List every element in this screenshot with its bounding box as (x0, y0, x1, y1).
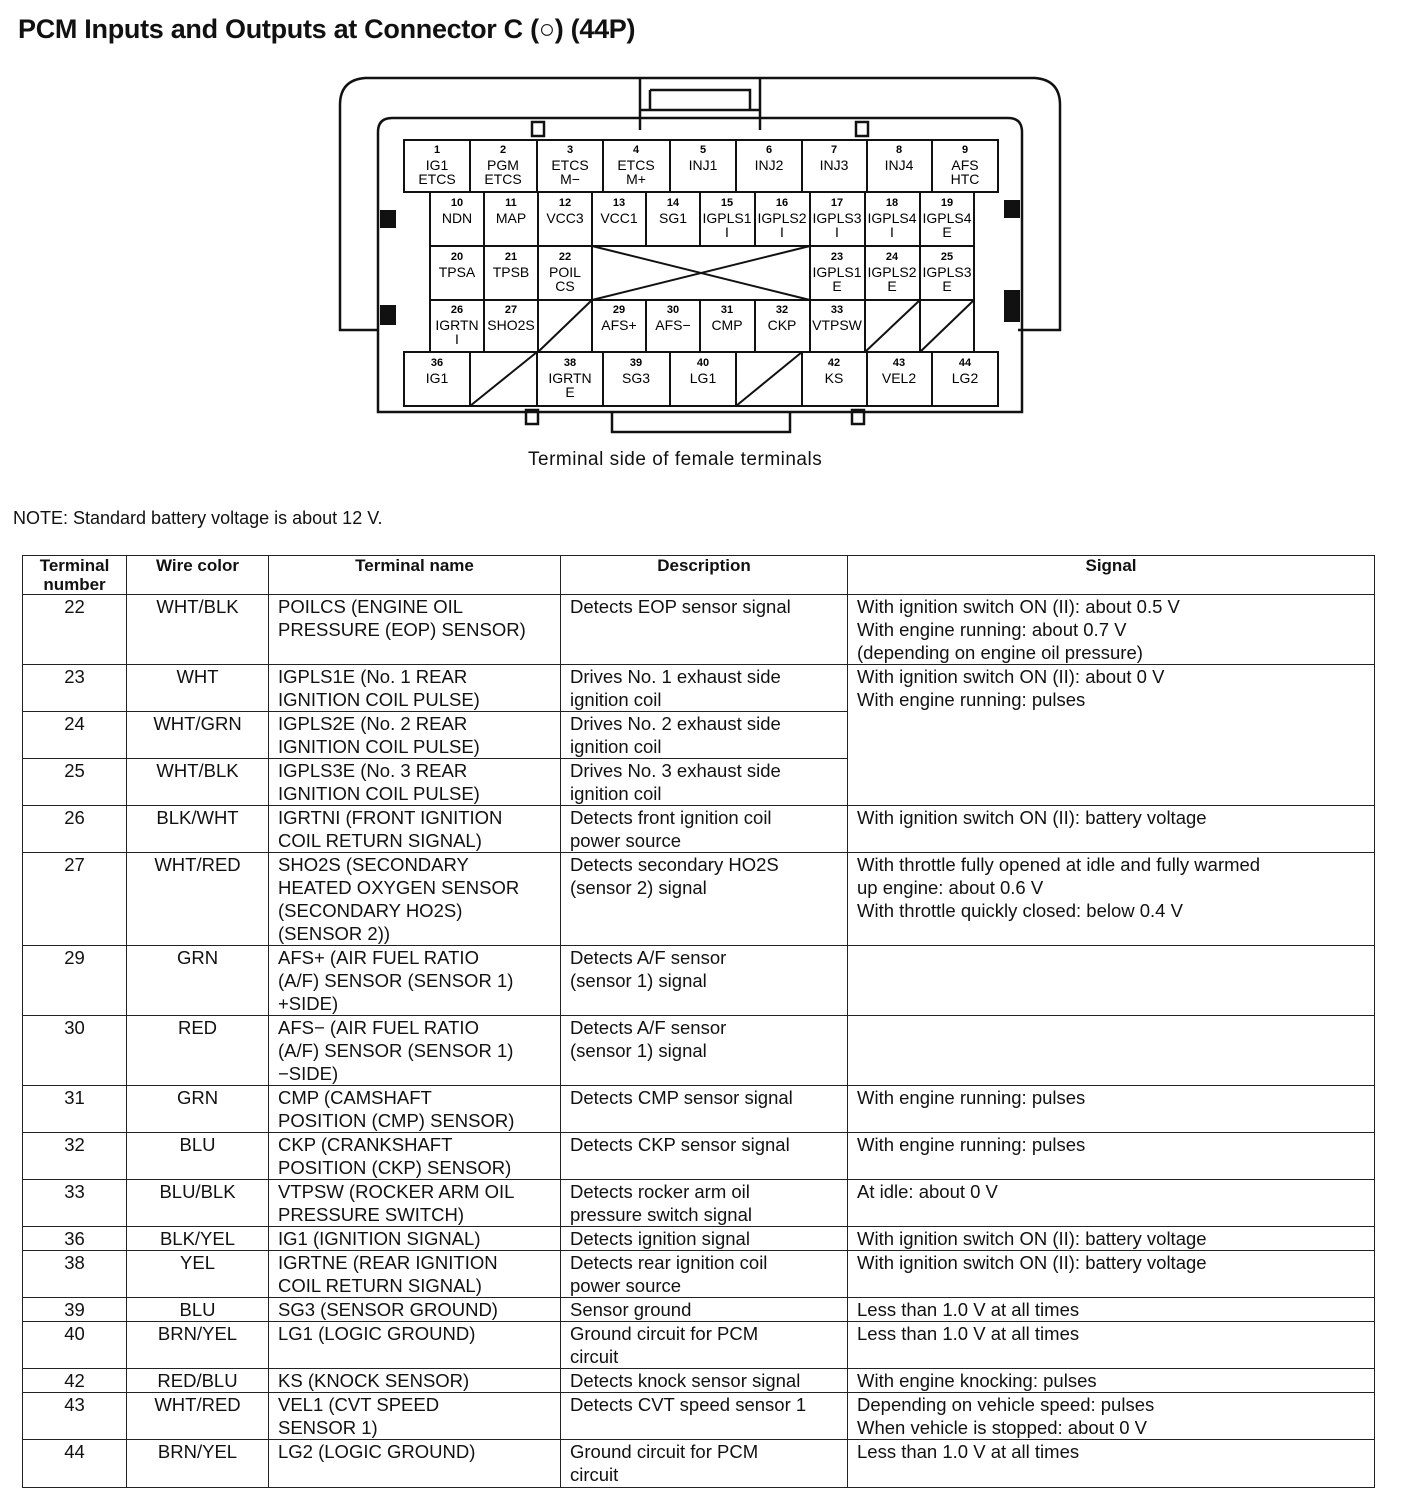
wire-color-cell: WHT/GRN (127, 712, 269, 759)
cavity-number: 2 (499, 144, 507, 156)
terminal-name-cell: AFS+ (AIR FUEL RATIO (A/F) SENSOR (SENSOR 1) +SIDE) (269, 946, 561, 1016)
cavity-label: SG1 (658, 210, 688, 226)
connector-cavity (867, 197, 916, 240)
wire-color-cell: WHT/BLK (127, 759, 269, 806)
description-cell: Drives No. 3 exhaust side ignition coil (561, 759, 848, 806)
cavity-number: 9 (961, 144, 969, 156)
description-cell: Detects A/F sensor (sensor 1) signal (561, 1016, 848, 1086)
table-row (23, 1322, 1375, 1369)
terminal-number-cell: 40 (23, 1322, 127, 1369)
signal-cell: With ignition switch ON (II): about 0.5 V With engine running: about 0.7 V (depending on engine oil pressure) (848, 595, 1375, 665)
terminal-number-cell: 26 (23, 806, 127, 853)
header-wire-color: Wire color (127, 556, 269, 595)
wire-color-cell: BRN/YEL (127, 1322, 269, 1369)
signal-cell: With ignition switch ON (II): battery voltage (848, 806, 1375, 853)
connector-cavity (617, 144, 654, 187)
table-row (23, 1393, 1375, 1440)
cavity-label: I (890, 224, 894, 240)
cavity-label: I (780, 224, 784, 240)
connector-cavity (768, 304, 797, 333)
signal-cell: Less than 1.0 V at all times (848, 1298, 1375, 1322)
connector-cavity (426, 357, 449, 386)
cavity-label: ETCS (551, 157, 589, 173)
terminal-number-cell: 42 (23, 1369, 127, 1393)
terminal-name-cell: VEL1 (CVT SPEED SENSOR 1) (269, 1393, 561, 1440)
cavity-label: INJ3 (819, 157, 849, 173)
wire-color-cell: YEL (127, 1251, 269, 1298)
cavity-label: IG1 (425, 370, 449, 386)
description-cell: Ground circuit for PCM circuit (561, 1322, 848, 1369)
cavity-label: I (725, 224, 729, 240)
wire-color-cell: BLU/BLK (127, 1180, 269, 1227)
connector-cavity (601, 304, 636, 333)
wire-color-cell: RED (127, 1016, 269, 1086)
cavity-label: E (942, 278, 952, 294)
wire-color-cell: BLK/WHT (127, 806, 269, 853)
description-cell: Detects CMP sensor signal (561, 1086, 848, 1133)
connector-cavity (622, 357, 650, 386)
connector-cavity (548, 357, 591, 400)
connector-cavity (418, 144, 455, 187)
cavity-number: 40 (696, 357, 710, 369)
table-row (23, 946, 1375, 1016)
wire-color-cell: WHT/BLK (127, 595, 269, 665)
cavity-label: AFS+ (601, 317, 637, 333)
cavity-label: I (835, 224, 839, 240)
cavity-label: IGPLS3 (922, 264, 972, 280)
cavity-number: 43 (892, 357, 906, 369)
cavity-label: NDN (441, 210, 473, 226)
cavity-label: IGPLS2 (867, 264, 917, 280)
terminal-number-cell: 22 (23, 595, 127, 665)
cavity-label: IGRTN (435, 317, 479, 333)
connector-cavity (659, 197, 687, 226)
cavity-label: AFS− (655, 317, 691, 333)
connector-cavity (711, 304, 742, 333)
wire-color-cell: BLU (127, 1298, 269, 1322)
connector-cavity (812, 304, 863, 333)
cavity-label: POIL (549, 264, 581, 280)
table-row (23, 853, 1375, 946)
cavity-number: 30 (666, 304, 680, 316)
description-cell: Ground circuit for PCM circuit (561, 1440, 848, 1488)
table-row (23, 1440, 1375, 1488)
cavity-label: KS (824, 370, 844, 386)
cavity-label: E (565, 384, 575, 400)
wire-color-cell: GRN (127, 946, 269, 1016)
signal-cell: With throttle fully opened at idle and fully warmed up engine: about 0.6 V With throttle quickly closed: below 0.4 V (848, 853, 1375, 946)
description-cell: Sensor ground (561, 1298, 848, 1322)
connector-cavity (867, 251, 916, 294)
terminal-name-cell: SHO2S (SECONDARY HEATED OXYGEN SENSOR (SECONDARY HO2S) (SENSOR 2)) (269, 853, 561, 946)
cavity-label: MAP (495, 210, 527, 226)
page-title: PCM Inputs and Outputs at Connector C (○) (44P) (18, 14, 636, 44)
cavity-label: I (455, 331, 459, 347)
terminal-name-cell: IGPLS1E (No. 1 REAR IGNITION COIL PULSE) (269, 665, 561, 712)
description-cell: Detects A/F sensor (sensor 1) signal (561, 946, 848, 1016)
cavity-number: 32 (775, 304, 789, 316)
table-row (23, 1016, 1375, 1086)
table-row (23, 1227, 1375, 1251)
cavity-number: 38 (563, 357, 577, 369)
terminal-name-cell: LG1 (LOGIC GROUND) (269, 1322, 561, 1369)
cavity-label: SG3 (621, 370, 651, 386)
signal-cell: Depending on vehicle speed: pulses When vehicle is stopped: about 0 V (848, 1393, 1375, 1440)
header-terminal-name: Terminal name (269, 556, 561, 595)
terminal-name-cell: IG1 (IGNITION SIGNAL) (269, 1227, 561, 1251)
signal-cell: With ignition switch ON (II): battery voltage (848, 1227, 1375, 1251)
description-cell: Drives No. 1 exhaust side ignition coil (561, 665, 848, 712)
table-header-row (23, 556, 1375, 595)
cavity-number: 4 (632, 144, 640, 156)
cavity-number: 11 (505, 197, 517, 209)
cavity-label: IGPLS1 (702, 210, 752, 226)
connector-cavity (689, 144, 718, 173)
cavity-number: 24 (885, 251, 899, 263)
cavity-number: 25 (940, 251, 954, 263)
terminal-number-cell: 31 (23, 1086, 127, 1133)
description-cell: Detects knock sensor signal (561, 1369, 848, 1393)
connector-cavity (812, 251, 861, 294)
note-text: NOTE: Standard battery voltage is about 12 V. (13, 508, 383, 528)
cavity-label: ETCS (418, 171, 456, 187)
cavity-label: AFS (951, 157, 979, 173)
cavity-label: CKP (767, 317, 797, 333)
table-row (23, 1180, 1375, 1227)
cavity-number: 21 (504, 251, 518, 263)
cavity-label: LG2 (951, 370, 979, 386)
cavity-label: VCC3 (546, 210, 584, 226)
cavity-label: INJ4 (884, 157, 914, 173)
connector-cavity (825, 357, 844, 386)
cavity-label: TPSB (492, 264, 530, 280)
table-row (23, 1133, 1375, 1180)
terminal-name-cell: LG2 (LOGIC GROUND) (269, 1440, 561, 1488)
terminal-number-cell: 32 (23, 1133, 127, 1180)
table-row (23, 1298, 1375, 1322)
connector-cavity (484, 144, 521, 187)
connector-cavity (690, 357, 717, 386)
header-terminal-number: Terminal number (23, 556, 127, 595)
connector-cavity (487, 304, 534, 333)
connector-cavity (435, 304, 478, 347)
cavity-number: 36 (430, 357, 444, 369)
connector-cavity (755, 144, 784, 173)
cavity-number: 23 (830, 251, 844, 263)
signal-cell: With engine running: pulses (848, 1133, 1375, 1180)
description-cell: Detects secondary HO2S (sensor 2) signal (561, 853, 848, 946)
terminal-number-cell: 30 (23, 1016, 127, 1086)
connector-cavity (922, 197, 971, 240)
terminal-name-cell: KS (KNOCK SENSOR) (269, 1369, 561, 1393)
connector-cavity (439, 251, 476, 280)
cavity-number: 15 (720, 197, 734, 209)
connector-cavity (885, 144, 914, 173)
terminal-number-cell: 29 (23, 946, 127, 1016)
signal-cell: With ignition switch ON (II): about 0 V With engine running: pulses (848, 665, 1375, 806)
cavity-number: 7 (830, 144, 838, 156)
cavity-number: 8 (895, 144, 903, 156)
terminal-number-cell: 36 (23, 1227, 127, 1251)
signal-cell: Less than 1.0 V at all times (848, 1440, 1375, 1488)
connector-cavity (551, 144, 588, 187)
cavity-number: 31 (720, 304, 734, 316)
connector-caption: Terminal side of female terminals (528, 449, 823, 470)
signal-cell: With engine running: pulses (848, 1086, 1375, 1133)
terminal-name-cell: CKP (CRANKSHAFT POSITION (CKP) SENSOR) (269, 1133, 561, 1180)
cavity-number: 22 (558, 251, 572, 263)
terminal-number-cell: 38 (23, 1251, 127, 1298)
cavity-label: INJ2 (754, 157, 784, 173)
signal-cell: With engine knocking: pulses (848, 1369, 1375, 1393)
cavity-number: 13 (612, 197, 626, 209)
wire-color-cell: WHT (127, 665, 269, 712)
cavity-label: ETCS (484, 171, 522, 187)
cavity-label: IGRTN (548, 370, 592, 386)
cavity-label: LG1 (689, 370, 717, 386)
cavity-label: M− (560, 171, 580, 187)
cavity-label: IGPLS4 (867, 210, 917, 226)
cavity-label: PGM (487, 157, 519, 173)
cavity-number: 26 (450, 304, 464, 316)
signal-cell (848, 946, 1375, 1016)
cavity-label: IGPLS2 (757, 210, 807, 226)
cavity-number: 10 (450, 197, 464, 209)
signal-cell: Less than 1.0 V at all times (848, 1322, 1375, 1369)
connector-cavity (655, 304, 690, 333)
terminal-name-cell: SG3 (SENSOR GROUND) (269, 1298, 561, 1322)
connector-cavity (442, 197, 472, 226)
connector-cavity (952, 357, 979, 386)
cavity-number: 14 (666, 197, 680, 209)
table-row (23, 1369, 1375, 1393)
terminal-number-cell: 25 (23, 759, 127, 806)
description-cell: Drives No. 2 exhaust side ignition coil (561, 712, 848, 759)
header-description: Description (561, 556, 848, 595)
table-body (23, 595, 1375, 1488)
wire-color-cell: BLU (127, 1133, 269, 1180)
terminal-number-cell: 24 (23, 712, 127, 759)
connector-cavity (922, 251, 971, 294)
terminal-name-cell: AFS− (AIR FUEL RATIO (A/F) SENSOR (SENSOR 1) −SIDE) (269, 1016, 561, 1086)
cavity-label: IGPLS3 (812, 210, 862, 226)
connector-cavity (493, 251, 530, 280)
cavity-number: 6 (765, 144, 773, 156)
description-cell: Detects CVT speed sensor 1 (561, 1393, 848, 1440)
description-cell: Detects CKP sensor signal (561, 1133, 848, 1180)
table-row (23, 1251, 1375, 1298)
wire-color-cell: WHT/RED (127, 1393, 269, 1440)
terminal-name-cell: IGPLS2E (No. 2 REAR IGNITION COIL PULSE) (269, 712, 561, 759)
terminal-number-cell: 33 (23, 1180, 127, 1227)
cavity-label: M+ (626, 171, 646, 187)
cavity-label: IGPLS1 (812, 264, 862, 280)
description-cell: Detects ignition signal (561, 1227, 848, 1251)
description-cell: Detects EOP sensor signal (561, 595, 848, 665)
cavity-number: 5 (699, 144, 707, 156)
cavity-number: 27 (504, 304, 518, 316)
cavity-label: IGPLS4 (922, 210, 972, 226)
connector-cavity (951, 144, 980, 187)
cavity-label: E (942, 224, 952, 240)
cavity-number: 33 (830, 304, 844, 316)
connector-diagram (330, 70, 1070, 460)
connector-cavity (882, 357, 916, 386)
connector-cavity (757, 197, 806, 240)
cavity-label: E (887, 278, 897, 294)
description-cell: Detects front ignition coil power source (561, 806, 848, 853)
connector-cavity (496, 197, 526, 226)
cavity-label: TPSA (438, 264, 476, 280)
terminal-number-cell: 23 (23, 665, 127, 712)
connector-cavity (820, 144, 849, 173)
description-cell: Detects rear ignition coil power source (561, 1251, 848, 1298)
cavity-label: CS (555, 278, 575, 294)
terminal-name-cell: IGPLS3E (No. 3 REAR IGNITION COIL PULSE) (269, 759, 561, 806)
connector-cavity (546, 197, 584, 226)
signal-cell: With ignition switch ON (II): battery voltage (848, 1251, 1375, 1298)
wire-color-cell: RED/BLU (127, 1369, 269, 1393)
terminal-number-cell: 27 (23, 853, 127, 946)
cavity-number: 12 (558, 197, 572, 209)
cavity-number: 42 (827, 357, 841, 369)
wire-color-cell: GRN (127, 1086, 269, 1133)
terminal-name-cell: IGRTNE (REAR IGNITION COIL RETURN SIGNAL) (269, 1251, 561, 1298)
terminal-number-cell: 39 (23, 1298, 127, 1322)
cavity-label: HTC (950, 171, 980, 187)
wire-color-cell: BRN/YEL (127, 1440, 269, 1488)
cavity-number: 39 (629, 357, 643, 369)
cavity-number: 20 (450, 251, 464, 263)
connector-cavity (549, 251, 581, 294)
terminal-number-cell: 44 (23, 1440, 127, 1488)
terminal-name-cell: IGRTNI (FRONT IGNITION COIL RETURN SIGNAL) (269, 806, 561, 853)
terminal-name-cell: VTPSW (ROCKER ARM OIL PRESSURE SWITCH) (269, 1180, 561, 1227)
wire-color-cell: WHT/RED (127, 853, 269, 946)
wire-color-cell: BLK/YEL (127, 1227, 269, 1251)
cavity-label: CMP (711, 317, 743, 333)
cavity-label: E (832, 278, 842, 294)
connector-cavity (600, 197, 638, 226)
cavity-label: VEL2 (881, 370, 917, 386)
cavity-label: VTPSW (812, 317, 862, 333)
cavity-label: IG1 (425, 157, 449, 173)
cavity-number: 29 (612, 304, 626, 316)
description-cell: Detects rocker arm oil pressure switch signal (561, 1180, 848, 1227)
cavity-number: 1 (433, 144, 441, 156)
cavity-label: SHO2S (487, 317, 535, 333)
cavity-number: 44 (958, 357, 972, 369)
header-signal: Signal (848, 556, 1375, 595)
cavity-number: 19 (940, 197, 954, 209)
table-row (23, 1086, 1375, 1133)
connector-cavity (702, 197, 751, 240)
signal-cell: At idle: about 0 V (848, 1180, 1375, 1227)
terminal-table (22, 555, 1375, 1488)
terminal-name-cell: CMP (CAMSHAFT POSITION (CMP) SENSOR) (269, 1086, 561, 1133)
table-row (23, 595, 1375, 665)
cavity-number: 17 (830, 197, 844, 209)
cavity-label: INJ1 (688, 157, 718, 173)
cavity-label: VCC1 (600, 210, 638, 226)
cavity-number: 18 (885, 197, 899, 209)
cavity-number: 3 (566, 144, 574, 156)
signal-cell (848, 1016, 1375, 1086)
cavity-label: ETCS (617, 157, 655, 173)
cavity-number: 16 (775, 197, 789, 209)
table-row (23, 806, 1375, 853)
connector-cavity (812, 197, 861, 240)
table-row (23, 665, 1375, 712)
terminal-name-cell: POILCS (ENGINE OIL PRESSURE (EOP) SENSOR) (269, 595, 561, 665)
terminal-number-cell: 43 (23, 1393, 127, 1440)
